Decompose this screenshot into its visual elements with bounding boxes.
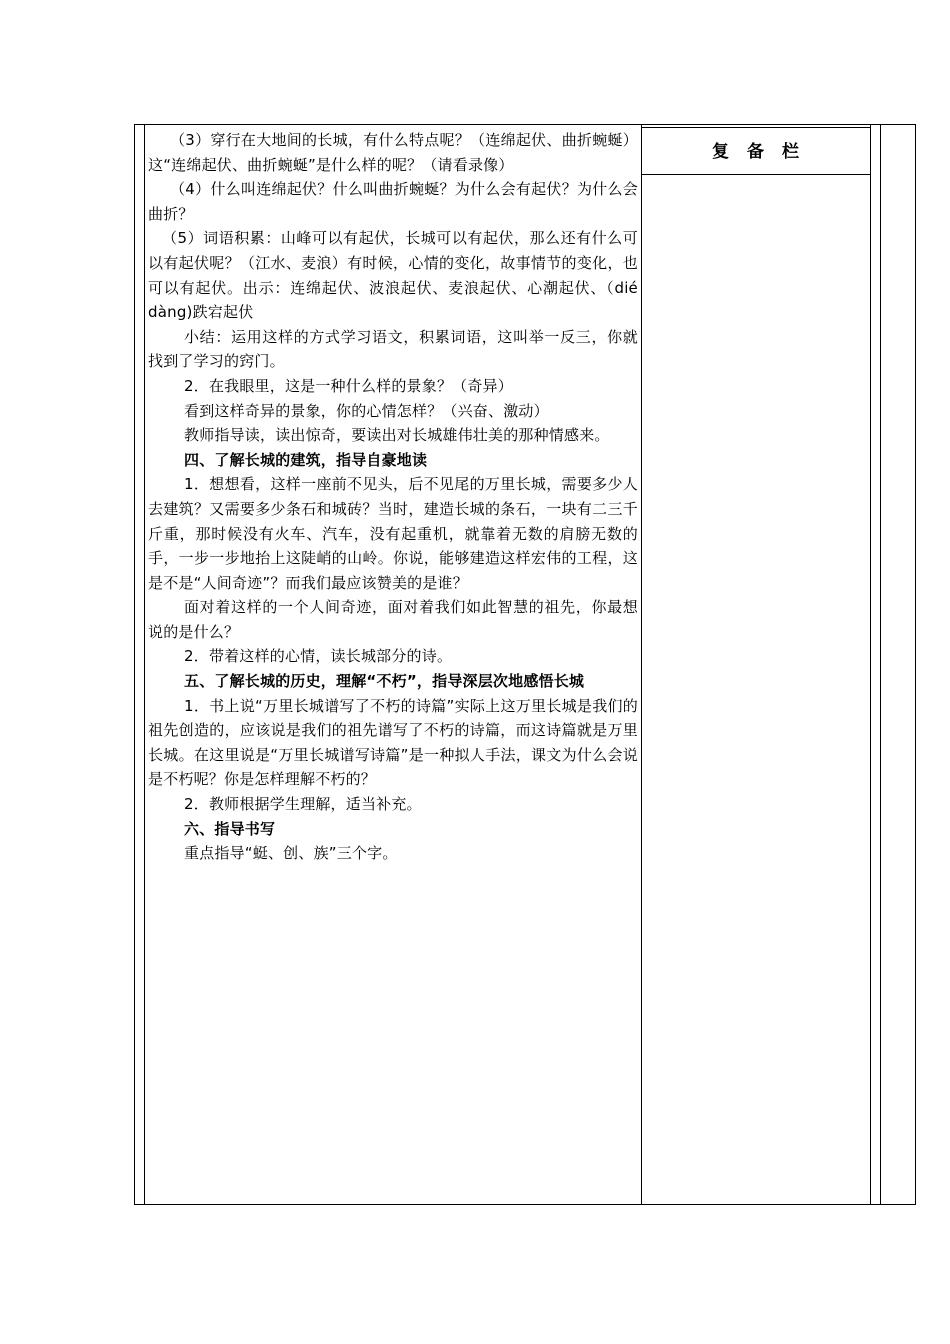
paragraph: （4）什么叫连绵起伏？什么叫曲折蜿蜒？为什么会有起伏？为什么会曲折？	[148, 180, 638, 223]
paragraph: 2．在我眼里，这是一种什么样的景象？（奇异）	[184, 376, 513, 395]
paragraph: 面对着这样的一个人间奇迹，面对着我们如此智慧的祖先，你最想说的是什么？	[148, 598, 638, 641]
paragraph: 六、指导书写	[184, 819, 276, 838]
side-column-title: 复备栏	[712, 142, 817, 162]
paragraph: （5）词语积累：山峰可以有起伏，长城可以有起伏，那么还有什么可以有起伏呢？（江水、麦浪）有时候，心情的变化，故事情节的变化，也可以有起伏。出示：连绵起伏、波浪起伏、麦浪起伏、心潮起伏、（dié dàng)跌宕起伏	[148, 229, 638, 322]
table-right-border	[915, 124, 916, 1205]
narrow-column-border	[880, 124, 881, 1205]
paragraph: （3）穿行在大地间的长城，有什么特点呢？（连绵起伏、曲折蜿蜒）这“连绵起伏、曲折蜿蜒”是什么样的呢？（请看录像）	[148, 131, 638, 174]
paragraph: 五、了解长城的历史，理解“不朽”，指导深层次地感悟长城	[184, 672, 585, 691]
paragraph: 小结：运用这样的方式学习语文，积累词语，这叫举一反三，你就找到了学习的窍门。	[148, 327, 638, 371]
paragraph: 重点指导“蜓、创、族”三个字。	[184, 844, 398, 863]
side-column-right-border	[870, 124, 871, 1205]
side-title-underline	[641, 174, 871, 175]
column-divider	[641, 124, 642, 1205]
table-left-border	[134, 124, 135, 1205]
table-bottom-border	[134, 1204, 916, 1205]
paragraph: 2．带着这样的心情，读长城部分的诗。	[184, 647, 453, 666]
paragraph: 看到这样奇异的景象，你的心情怎样？（兴奋、激动）	[184, 401, 549, 420]
table-inner-left-border	[144, 124, 145, 1205]
lesson-content	[148, 128, 638, 866]
paragraph: 教师指导读，读出惊奇，要读出对长城雄伟壮美的那种情感来。	[184, 426, 610, 445]
paragraph: 四、了解长城的建筑，指导自豪地读	[184, 450, 428, 469]
paragraph: 1．想想看，这样一座前不见头，后不见尾的万里长城，需要多少人去建筑？又需要多少条石和城砖？当时，建造长城的条石，一块有二三千斤重，那时候没有火车、汽车，没有起重机，就靠着无数的肩膀无数的手，一步一步地抬上这陡峭的山岭。你说，能够建造这样宏伟的工程，这是不是“人间奇迹”？而我们最应该赞美的是谁？	[148, 475, 638, 592]
paragraph: 1．书上说“万里长城谱写了不朽的诗篇”实际上这万里长城是我们的祖先创造的，应该说是我们的祖先谱写了不朽的诗篇，而这诗篇就是万里长城。在这里说是“万里长城谱写诗篇”是一种拟人手法，课文为什么会说是不朽呢？你是怎样理解不朽的？	[148, 696, 638, 789]
table-top-border	[134, 124, 916, 125]
paragraph: 2．教师根据学生理解，适当补充。	[184, 795, 422, 814]
